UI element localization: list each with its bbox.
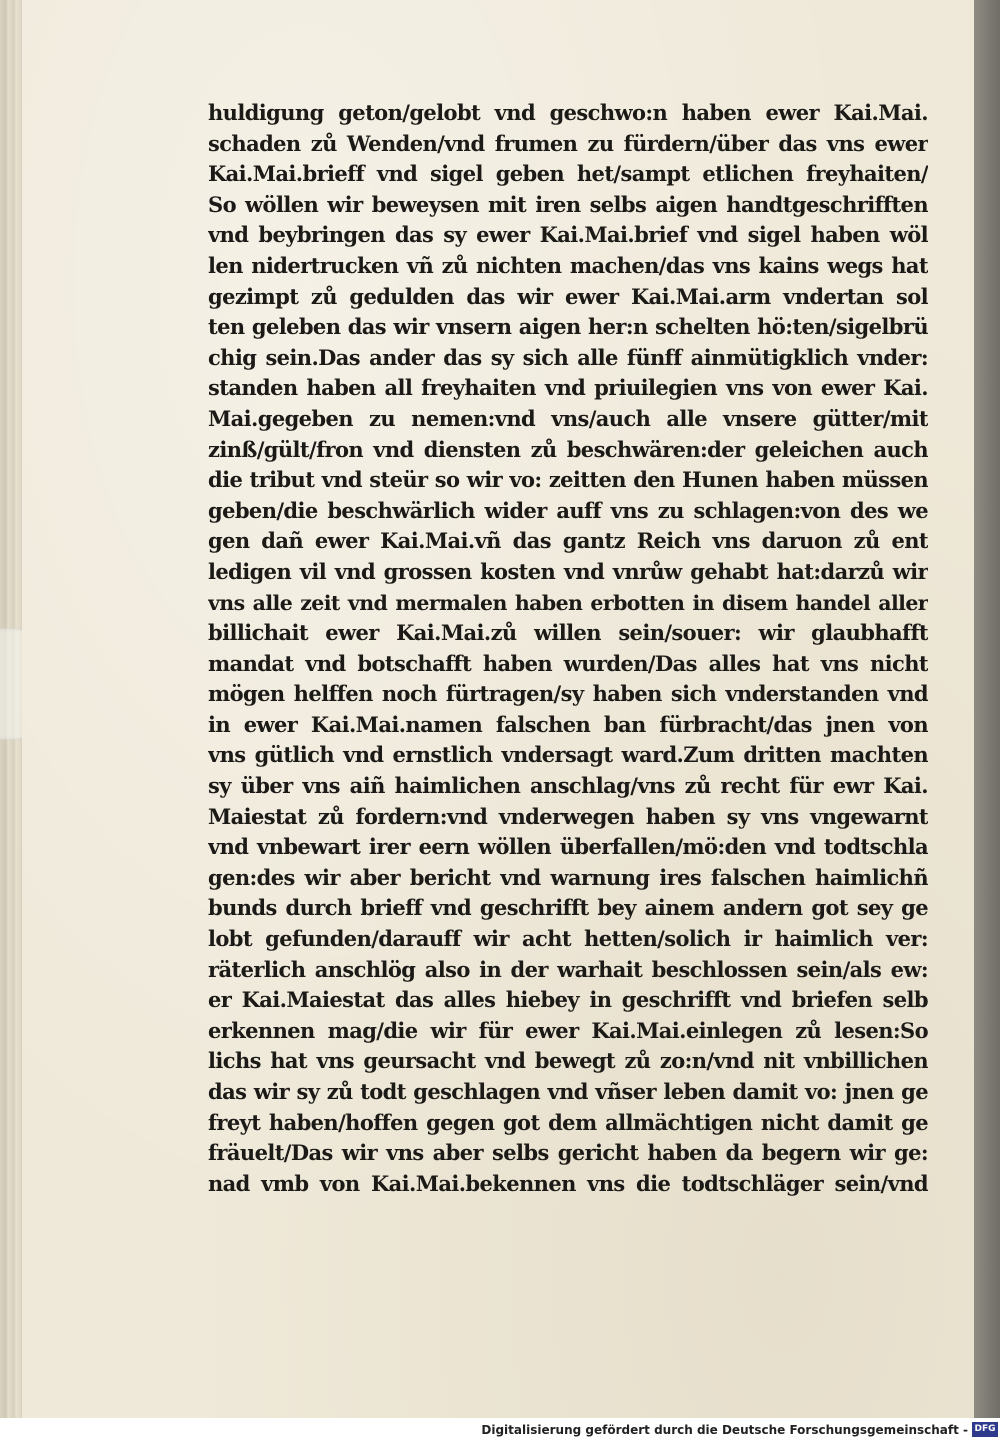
text-line: gezimpt zů gedulden das wir ewer Kai.Mai.arm vndertan sol <box>208 283 928 309</box>
text-line: len nidertrucken vñ zů nichten machen/das vns kains wegs hat <box>208 252 928 278</box>
text-line: Maiestat zů fordern:vnd vnderwegen haben sy vns vngewarnt <box>208 803 928 829</box>
text-line: vnd beybringen das sy ewer Kai.Mai.brief vnd sigel haben wöl <box>208 222 928 248</box>
text-line: fräuelt/Das wir vns aber selbs gericht haben da begern wir ge: <box>208 1140 928 1166</box>
text-block <box>208 98 928 1199</box>
text-line: gen dañ ewer Kai.Mai.vñ das gantz Reich vns daruon zů ent <box>208 528 928 554</box>
text-line: gen:des wir aber bericht vnd warnung ires falschen haimlichñ <box>208 864 928 890</box>
text-line: Mai.gegeben zu nemen:vnd vns/auch alle vnsere gütter/mit <box>208 405 928 431</box>
text-line: mögen helffen noch fürtragen/sy haben sich vnderstanden vnd <box>208 681 928 707</box>
text-line: vns gütlich vnd ernstlich vndersagt ward.Zum dritten machten <box>208 742 928 768</box>
text-line: bunds durch brieff vnd geschrifft bey ainem andern got sey ge <box>208 895 928 921</box>
text-line: huldigung geton/gelobt vnd geschwo:n haben ewer Kai.Mai. <box>208 100 928 125</box>
text-line: in ewer Kai.Mai.namen falschen ban fürbracht/das jnen von <box>208 711 928 737</box>
text-line: lobt gefunden/darauff wir acht hetten/solich ir haimlich ver: <box>208 926 928 952</box>
text-line: räterlich anschlög also in der warhait beschlossen sein/als ew: <box>208 956 928 982</box>
book-page <box>22 0 974 1418</box>
text-line: chig sein.Das ander das sy sich alle fünff ainmütigklich vnder: <box>208 344 928 370</box>
text-line: ledigen vil vnd grossen kosten vnd vnrůw gehabt hat:darzů wir <box>208 558 928 584</box>
text-line: standen haben all freyhaiten vnd priuilegien vns von ewer Kai. <box>208 375 928 401</box>
text-line: vnd vnbewart irer eern wöllen überfallen/mö:den vnd todtschla <box>208 834 928 860</box>
text-line: sy über vns aiñ haimlichen anschlag/vns zů recht für ewr Kai. <box>208 773 928 799</box>
text-line: erkennen mag/die wir für ewer Kai.Mai.einlegen zů lesen:So <box>208 1017 928 1043</box>
text-line: ten geleben das wir vnsern aigen her:n schelten hö:ten/sigelbrü <box>208 314 928 340</box>
text-line: So wöllen wir beweysen mit iren selbs aigen handtgeschrifften <box>208 191 928 217</box>
text-line: das wir sy zů todt geschlagen vnd vñser leben damit vo: jnen ge <box>208 1079 928 1104</box>
footer-bar <box>0 1418 1000 1440</box>
right-gutter <box>974 0 1000 1418</box>
text-line: nad vmb von Kai.Mai.bekennen vns die todtschläger sein/vnd <box>208 1170 928 1196</box>
text-line: zinß/gült/fron vnd diensten zů beschwären:der geleichen auch <box>208 436 928 462</box>
text-line: freyt haben/hoffen gegen got dem allmächtigen nicht damit ge <box>208 1109 928 1135</box>
text-line: mandat vnd botschafft haben wurden/Das alles hat vns nicht <box>208 650 928 676</box>
text-line: geben/die beschwärlich wider auff vns zu schlagen:von des we <box>208 497 928 523</box>
text-line: billichait ewer Kai.Mai.zů willen sein/souer: wir glaubhafft <box>208 620 928 646</box>
text-line: lichs hat vns geursacht vnd bewegt zů zo:n/vnd nit vnbillichen <box>208 1048 928 1074</box>
footer-credit: Digitalisierung gefördert durch die Deutsche Forschungsgemeinschaft - <box>481 1423 968 1437</box>
dfg-logo: DFG <box>972 1422 998 1437</box>
text-line: die tribut vnd steür so wir vo: zeitten den Hunen haben müssen <box>208 467 928 493</box>
text-line: er Kai.Maiestat das alles hiebey in geschrifft vnd briefen selb <box>208 987 928 1013</box>
text-line: vns alle zeit vnd mermalen haben erbotten in disem handel aller <box>208 590 928 615</box>
text-line: Kai.Mai.brieff vnd sigel geben het/sampt etlichen freyhaiten/ <box>208 161 928 187</box>
text-line: schaden zů Wenden/vnd frumen zu fürdern/über das vns ewer <box>208 130 928 156</box>
